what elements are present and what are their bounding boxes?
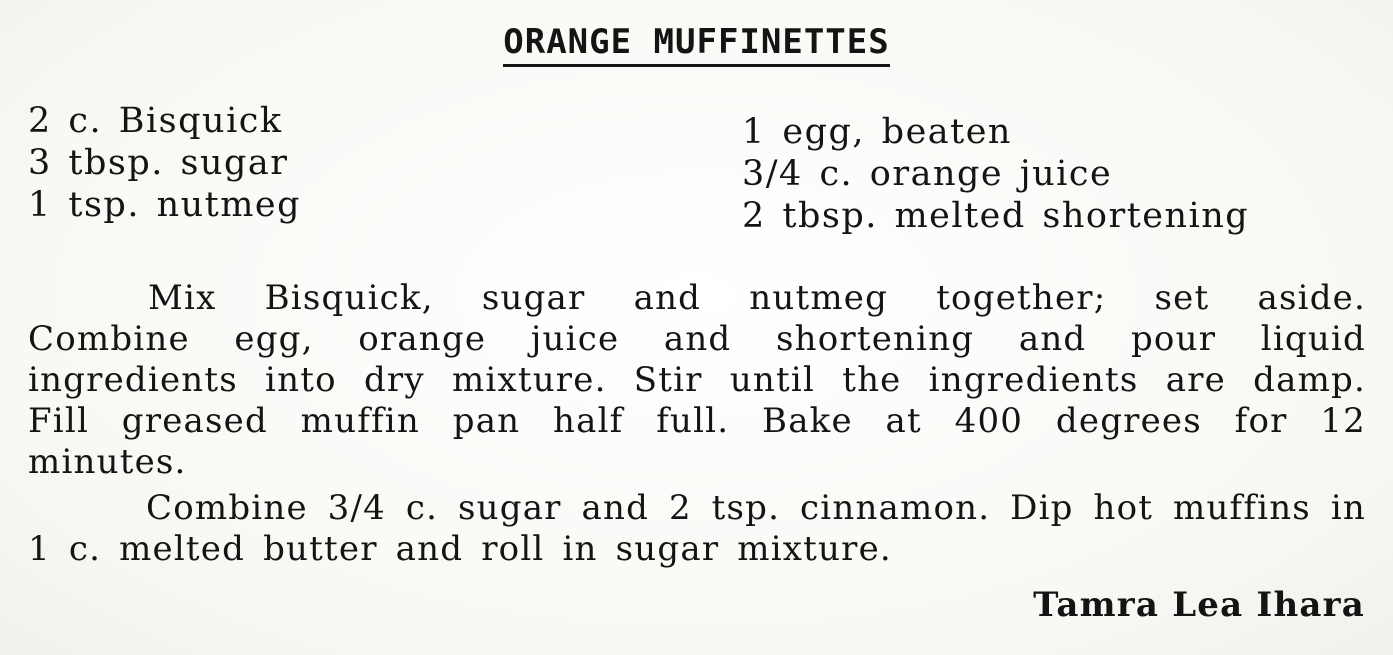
ingredient-item: 1 tsp. nutmeg xyxy=(28,185,302,225)
recipe-title: ORANGE MUFFINETTES xyxy=(503,22,889,67)
author-signature: Tamra Lea Ihara xyxy=(1033,585,1365,625)
ingredients-left-column xyxy=(28,100,301,226)
ingredient-item: 2 tbsp. melted shortening xyxy=(742,196,1250,236)
ingredient-item: 3 tbsp. sugar xyxy=(28,143,289,183)
ingredient-item: 2 c. Bisquick xyxy=(28,101,283,141)
ingredient-item: 3/4 c. orange juice xyxy=(742,154,1113,194)
instructions-paragraph-1: Mix Bisquick, sugar and nutmeg together; set aside. Combine egg, orange juice and shortening and pour liquid ingredients into dry mixture. Stir until the ingredients are damp. Fill greased muffin pan half full. Bake at 400 degrees for 12 minutes. xyxy=(28,278,1366,482)
ingredients-right-column xyxy=(742,111,1249,237)
recipe-title-block xyxy=(0,22,1393,62)
instructions-paragraph-2: Combine 3/4 c. sugar and 2 tsp. cinnamon. Dip hot muffins in 1 c. melted butter and roll in sugar mixture. xyxy=(28,488,1366,569)
ingredient-item: 1 egg, beaten xyxy=(742,112,1012,152)
